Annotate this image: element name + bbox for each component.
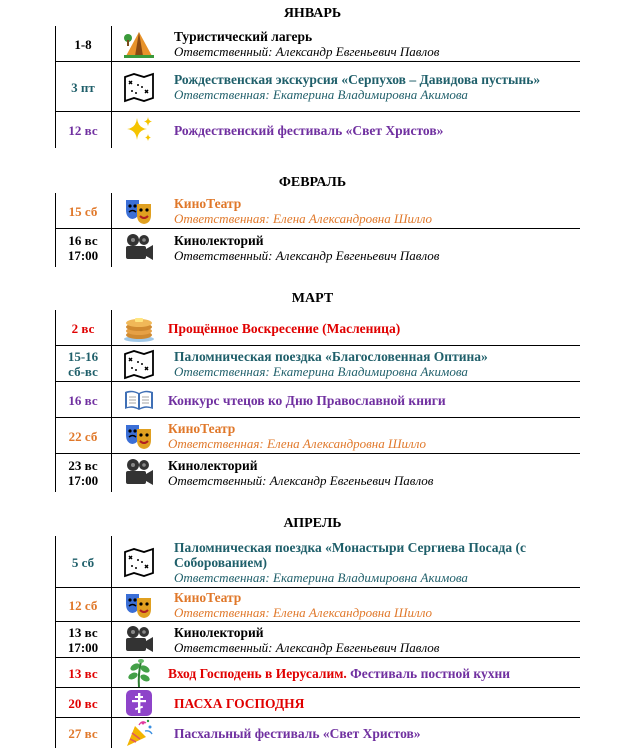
herb-icon <box>119 658 159 688</box>
book-icon <box>119 382 159 418</box>
party-popper-icon <box>119 718 159 748</box>
event-responsible: Ответственная: Екатерина Владимировна Акимова <box>174 364 468 379</box>
month-heading-january: ЯНВАРЬ <box>283 6 342 21</box>
theater-masks-icon <box>119 193 159 229</box>
theater-masks-icon <box>119 588 159 622</box>
event-title: Паломническая поездка «Благословенная Оптина» <box>174 349 488 364</box>
event-title: Прощённое Воскресение (Масленица) <box>168 320 401 336</box>
event-date: 20 вс <box>68 695 98 711</box>
month-heading-april: АПРЕЛЬ <box>283 516 342 531</box>
event-title: Паломническая поездка «Монастыри Сергиева Посада (с Соборованием) <box>174 539 526 570</box>
pancakes-icon <box>119 310 159 346</box>
event-row <box>55 454 580 492</box>
event-date: 12 вс <box>68 122 98 138</box>
month-heading-february: ФЕВРАЛЬ <box>278 175 347 190</box>
event-title: Конкурс чтецов ко Дню Православной книги <box>168 392 446 408</box>
month-heading-march: МАРТ <box>291 291 334 306</box>
event-row <box>55 622 580 658</box>
event-date: 27 вс <box>68 725 98 741</box>
movie-camera-icon <box>119 622 159 658</box>
event-title: Пасхальный фестиваль «Свет Христов» <box>174 725 421 741</box>
event-title: КиноТеатр <box>174 196 242 211</box>
event-date: 16 вс 17:00 <box>67 233 99 263</box>
event-title: КиноТеатр <box>168 421 236 436</box>
event-date: 13 вс <box>68 665 98 681</box>
event-title: КиноТеатр <box>174 590 242 605</box>
theater-masks-icon <box>119 418 159 454</box>
event-title: Рождественский фестиваль «Свет Христов» <box>174 122 444 138</box>
event-row <box>55 26 580 62</box>
map-icon <box>119 62 159 112</box>
map-icon <box>119 536 159 588</box>
event-row <box>55 382 580 418</box>
event-date: 3 пт <box>71 79 95 95</box>
map-icon <box>119 346 159 382</box>
event-date: 16 вс <box>68 392 98 408</box>
event-responsible: Ответственная: Елена Александровна Шилло <box>174 605 433 620</box>
event-row <box>55 112 580 148</box>
event-responsible: Ответственный: Александр Евгеньевич Павлов <box>174 44 440 59</box>
event-responsible: Ответственная: Екатерина Владимировна Акимова <box>174 87 468 102</box>
event-date: 12 сб <box>68 597 98 613</box>
orthodox-cross-icon <box>119 688 159 718</box>
event-title-extra: Фестиваль постной кухни <box>350 665 511 681</box>
event-date: 15 сб <box>68 203 98 219</box>
event-date: 23 вс 17:00 <box>67 458 99 488</box>
event-date: 1-8 <box>74 36 92 52</box>
event-responsible: Ответственный: Александр Евгеньевич Павлов <box>168 473 434 488</box>
event-date: 15-16 сб-вс <box>67 349 99 379</box>
event-row <box>55 193 580 229</box>
event-row <box>55 536 580 588</box>
event-row <box>55 688 580 718</box>
event-title: Кинолекторий <box>174 625 264 640</box>
event-date: 2 вс <box>71 320 95 336</box>
event-title: Вход Господень в Иерусалим. Фестиваль постной кухни <box>168 665 511 681</box>
event-responsible: Ответственная: Екатерина Владимировна Акимова <box>174 569 468 585</box>
movie-camera-icon <box>119 454 159 492</box>
event-row <box>55 588 580 622</box>
event-date: 5 сб <box>71 554 95 570</box>
event-row <box>55 62 580 112</box>
tent-icon <box>119 26 159 62</box>
event-responsible: Ответственный: Александр Евгеньевич Павлов <box>174 248 440 263</box>
event-row <box>55 346 580 382</box>
event-date: 13 вс 17:00 <box>67 625 99 655</box>
event-responsible: Ответственный: Александр Евгеньевич Павлов <box>174 640 440 655</box>
sparkles-icon <box>119 112 159 148</box>
event-title: Кинолекторий <box>174 233 264 248</box>
event-responsible: Ответственная: Елена Александровна Шилло <box>174 211 433 226</box>
event-responsible: Ответственная: Елена Александровна Шилло <box>168 436 427 451</box>
event-title: Кинолекторий <box>168 458 258 473</box>
event-title: ПАСХА ГОСПОДНЯ <box>174 695 305 711</box>
event-date: 22 сб <box>68 428 98 444</box>
event-row <box>55 658 580 688</box>
movie-camera-icon <box>119 229 159 267</box>
event-title: Туристический лагерь <box>174 29 313 44</box>
event-row <box>55 310 580 346</box>
event-title: Рождественская экскурсия «Серпухов – Давидова пустынь» <box>174 72 541 87</box>
event-row <box>55 718 580 748</box>
event-row <box>55 229 580 267</box>
event-row <box>55 418 580 454</box>
